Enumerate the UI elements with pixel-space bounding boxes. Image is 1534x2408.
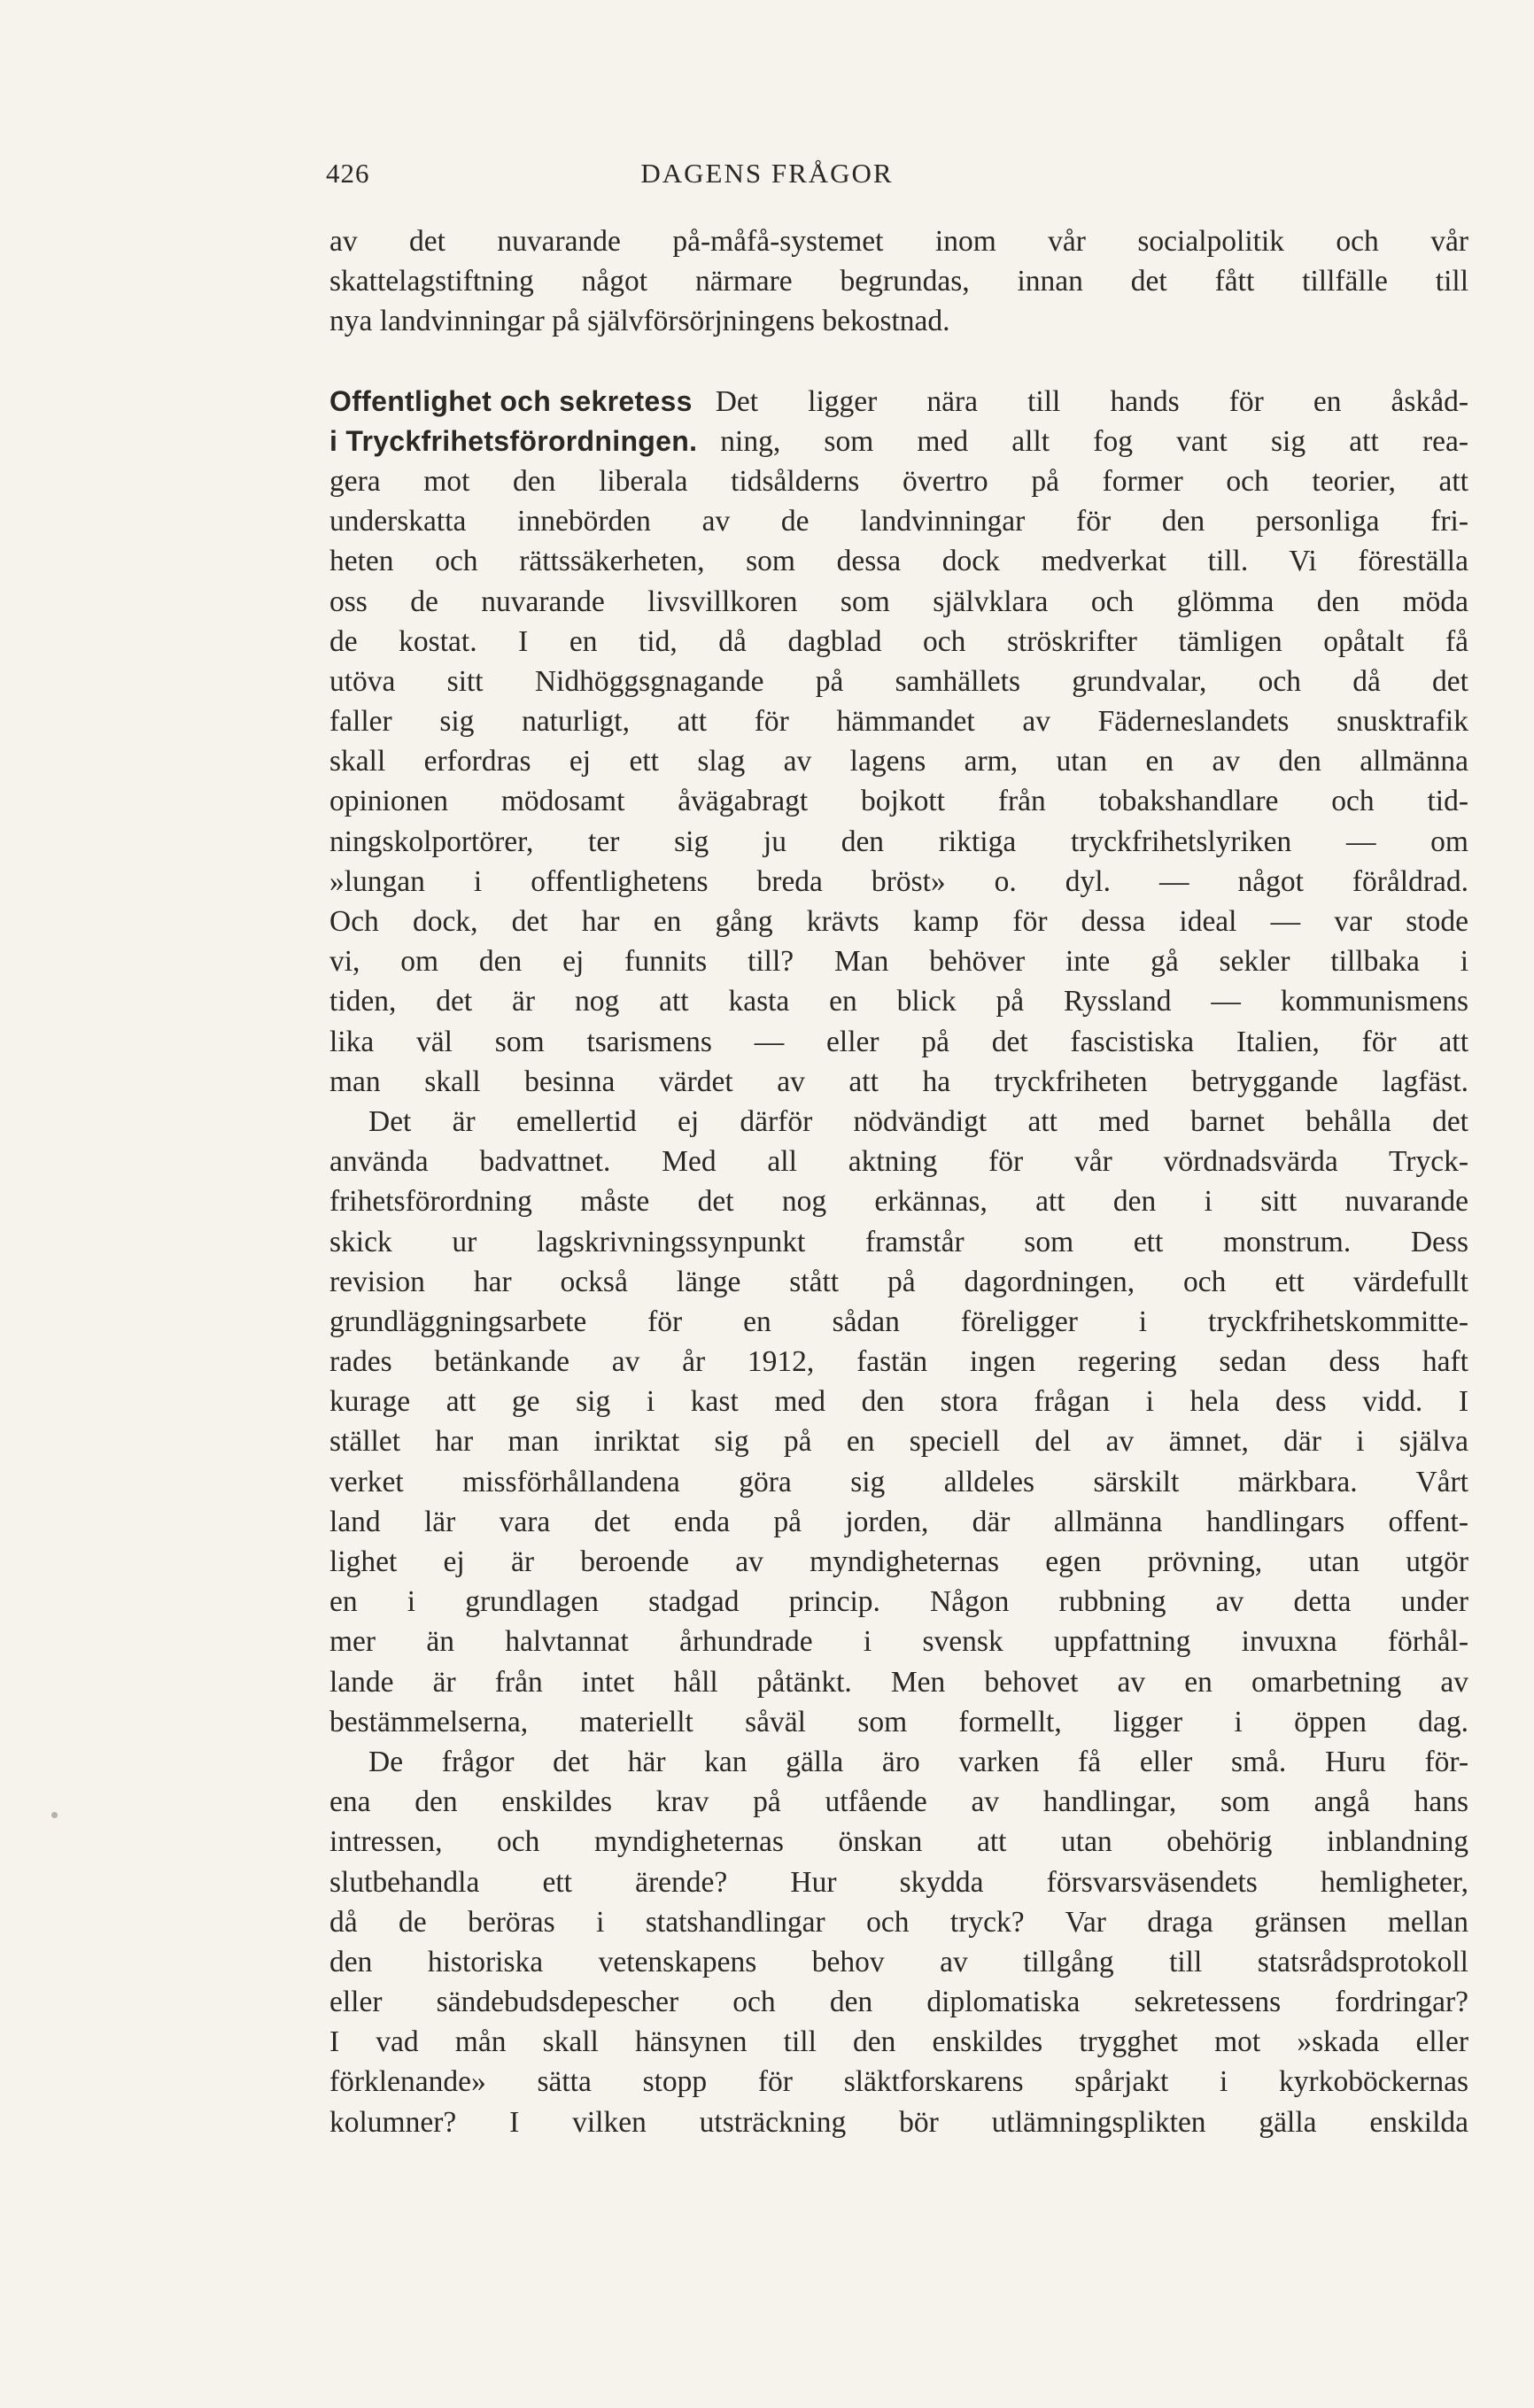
text-line: lighet ej är beroende av myndigheternas egen prövning, utan utgör bbox=[329, 1545, 1468, 1578]
section-gap bbox=[329, 342, 1468, 382]
paper-speck bbox=[51, 1812, 58, 1818]
sidehead-line-1 bbox=[329, 382, 1468, 422]
text-line: använda badvattnet. Med all aktning för vår vördnadsvärda Tryck- bbox=[329, 1145, 1468, 1179]
text-line: de kostat. I en tid, då dagblad och ströskrifter tämligen opåtalt få bbox=[329, 624, 1468, 658]
text-line: skall erfordras ej ett slag av lagens arm, utan en av den allmänna bbox=[329, 745, 1468, 778]
text-line: »lungan i offentlighetens breda bröst» o. dyl. — något föråldrad. bbox=[329, 864, 1468, 898]
text-line: Det ligger nära till hands för en åskåd- bbox=[715, 384, 1468, 418]
paragraph-1 bbox=[329, 221, 1468, 342]
text-line: skattelagstiftning något närmare begrundas, innan det fått tillfälle till bbox=[329, 265, 1468, 298]
text-line: slutbehandla ett ärende? Hur skydda försvarsväsendets hemligheter, bbox=[329, 1865, 1468, 1899]
text-line: vi, om den ej funnits till? Man behöver inte gå sekler tillbaka i bbox=[329, 945, 1468, 979]
text-line: mer än halvtannat århundrade i svensk uppfattning invuxna förhål- bbox=[329, 1625, 1468, 1659]
text-line: ning, som med allt fog vant sig att rea- bbox=[720, 424, 1468, 458]
text-line: ena den enskildes krav på utfående av handlingar, som angå hans bbox=[329, 1785, 1468, 1819]
paragraph-2 bbox=[329, 382, 1468, 1102]
text-line: underskatta innebörden av de landvinningar för den personliga fri- bbox=[329, 505, 1468, 538]
section-sidehead-title: Offentlighet och sekretess bbox=[329, 384, 693, 417]
running-title: DAGENS FRÅGOR bbox=[640, 158, 894, 189]
text-line: nya landvinningar på självförsörjningens bekostnad. bbox=[329, 305, 950, 338]
text-line: Och dock, det har en gång krävts kamp för dessa ideal — var stode bbox=[329, 905, 1468, 938]
text-line: heten och rättssäkerheten, som dessa dock medverkat till. Vi föreställa bbox=[329, 545, 1468, 578]
text-line: ningskolportörer, ter sig ju den riktiga tryckfrihetslyriken — om bbox=[329, 825, 1468, 858]
sidehead-line-2 bbox=[329, 422, 1468, 461]
text-line: kolumner? I vilken utsträckning bör utlämningsplikten gälla enskilda bbox=[329, 2105, 1468, 2139]
body-text bbox=[329, 221, 1468, 2142]
text-line: förklenande» sätta stopp för släktforskarens spårjakt i kyrkoböckernas bbox=[329, 2065, 1468, 2099]
text-line: stället har man inriktat sig på en speciell del av ämnet, där i själva bbox=[329, 1425, 1468, 1459]
text-line: lande är från intet håll påtänkt. Men behovet av en omarbetning av bbox=[329, 1665, 1468, 1699]
paragraph-4 bbox=[329, 1742, 1468, 2142]
text-line: lika väl som tsarismens — eller på det fascistiska Italien, för att bbox=[329, 1025, 1468, 1058]
text-line: eller sändebudsdepescher och den diplomatiska sekretessens fordringar? bbox=[329, 1986, 1468, 2019]
text-line: av det nuvarande på-måfå-systemet inom vår socialpolitik och vår bbox=[329, 225, 1468, 258]
paragraph-3 bbox=[329, 1102, 1468, 1742]
text-line: bestämmelserna, materiellt såväl som formellt, ligger i öppen dag. bbox=[329, 1705, 1468, 1738]
text-line: verket missförhållandena göra sig alldeles särskilt märkbara. Vårt bbox=[329, 1465, 1468, 1498]
text-line: grundläggningsarbete för en sådan föreligger i tryckfrihetskommitte- bbox=[329, 1305, 1468, 1338]
text-line: I vad mån skall hänsynen till den enskildes trygghet mot »skada eller bbox=[329, 2025, 1468, 2059]
text-line: De frågor det här kan gälla äro varken få eller små. Huru för- bbox=[368, 1745, 1468, 1778]
page-header bbox=[0, 158, 1534, 198]
text-line: en i grundlagen stadgad princip. Någon rubbning av detta under bbox=[329, 1585, 1468, 1619]
text-line: utöva sitt Nidhöggsgnagande på samhällets grundvalar, och då det bbox=[329, 664, 1468, 698]
text-line: kurage att ge sig i kast med den stora frågan i hela dess vidd. I bbox=[329, 1385, 1468, 1419]
text-line: opinionen mödosamt åvägabragt bojkott från tobakshandlare och tid- bbox=[329, 785, 1468, 818]
text-line: den historiska vetenskapens behov av tillgång till statsrådsprotokoll bbox=[329, 1945, 1468, 1978]
text-line: revision har också länge stått på dagordningen, och ett värdefullt bbox=[329, 1265, 1468, 1298]
text-line: man skall besinna värdet av att ha tryckfriheten betryggande lagfäst. bbox=[329, 1065, 1468, 1098]
text-line: faller sig naturligt, att för hämmandet av Fäderneslandets snusktrafik bbox=[329, 705, 1468, 739]
page-number: 426 bbox=[326, 158, 370, 189]
text-line: Det är emellertid ej därför nödvändigt att med barnet behålla det bbox=[368, 1104, 1468, 1138]
text-line: oss de nuvarande livsvillkoren som självklara och glömma den möda bbox=[329, 585, 1468, 618]
text-line: då de beröras i statshandlingar och tryck? Var draga gränsen mellan bbox=[329, 1905, 1468, 1939]
text-line: frihetsförordning måste det nog erkännas, att den i sitt nuvarande bbox=[329, 1185, 1468, 1219]
text-line: skick ur lagskrivningssynpunkt framstår som ett monstrum. Dess bbox=[329, 1225, 1468, 1258]
text-line: gera mot den liberala tidsålderns övertro på former och teorier, att bbox=[329, 464, 1468, 498]
text-line: rades betänkande av år 1912, fastän ingen regering sedan dess haft bbox=[329, 1345, 1468, 1379]
section-sidehead-subtitle: i Tryckfrihetsförordningen. bbox=[329, 424, 698, 457]
text-line: land lär vara det enda på jorden, där allmänna handlingars offent- bbox=[329, 1505, 1468, 1538]
text-line: tiden, det är nog att kasta en blick på Ryssland — kommunismens bbox=[329, 985, 1468, 1018]
text-line: intressen, och myndigheternas önskan att utan obehörig inblandning bbox=[329, 1825, 1468, 1859]
